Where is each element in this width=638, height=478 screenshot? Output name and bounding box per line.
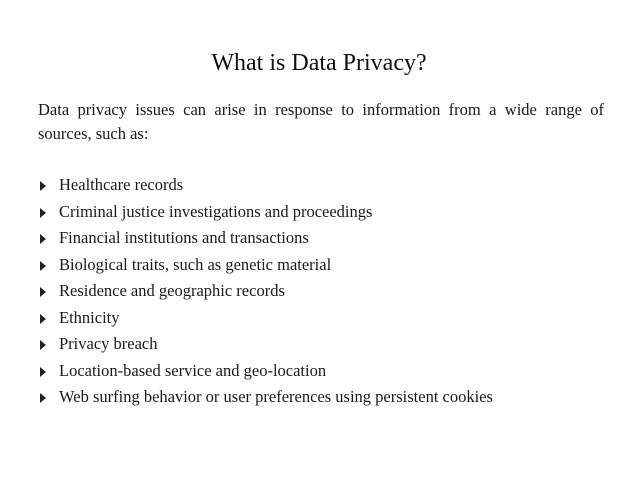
- bullet-item: [38, 199, 604, 226]
- bullet-item: [38, 384, 604, 411]
- bullet-text: Privacy breach: [59, 334, 158, 353]
- bullet-text: Web surfing behavior or user preferences using persistent cookies: [59, 387, 493, 406]
- bullet-text: Residence and geographic records: [59, 281, 285, 300]
- bullet-text: Biological traits, such as genetic material: [59, 254, 332, 274]
- bullet-item: [38, 331, 604, 358]
- bullet-text: Financial institutions and transactions: [59, 228, 309, 247]
- bullet-text: Location-based service and geo-location: [59, 360, 327, 380]
- triangle-right-icon: [40, 340, 46, 350]
- triangle-right-icon: [40, 261, 46, 271]
- intro-paragraph: Data privacy issues can arise in response to information from a wide range of sources, such as:: [38, 100, 604, 143]
- bullet-item: [38, 225, 604, 252]
- bullet-item: [38, 358, 604, 385]
- bullet-list: [38, 172, 604, 411]
- bullet-item: [38, 278, 604, 305]
- bullet-item: [38, 172, 604, 199]
- triangle-right-icon: [40, 393, 46, 403]
- bullet-text: Ethnicity: [59, 307, 120, 327]
- bullet-text: Healthcare records: [59, 175, 184, 194]
- triangle-right-icon: [40, 287, 46, 297]
- triangle-right-icon: [40, 314, 46, 324]
- slide-title: What is Data Privacy?: [211, 50, 427, 76]
- triangle-right-icon: [40, 208, 46, 218]
- bullet-item: [38, 252, 604, 279]
- bullet-text: Criminal justice investigations and proceedings: [59, 201, 373, 221]
- bullet-item: [38, 305, 604, 332]
- triangle-right-icon: [40, 367, 46, 377]
- triangle-right-icon: [40, 181, 46, 191]
- triangle-right-icon: [40, 234, 46, 244]
